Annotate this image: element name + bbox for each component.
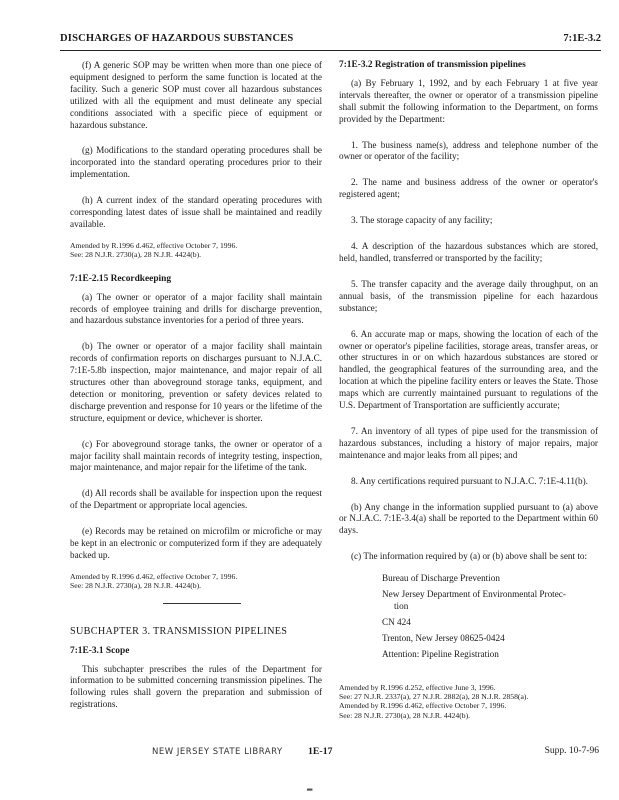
- paragraph-h: (h) A current index of the standard operating procedures with corresponding latest dates of issue shall be maintained and readily available.: [70, 195, 322, 229]
- recordkeeping-e: (e) Records may be retained on microfilm or microfiche or may be kept in an electronic or computerized form if they are adequately backed up.: [70, 526, 322, 560]
- page-number: 1E-17: [308, 746, 333, 757]
- address-line: tion: [394, 601, 409, 611]
- left-column: [70, 60, 322, 711]
- registration-item-1: 1. The business name(s), address and telephone number of the owner or operator of the facility;: [339, 139, 598, 162]
- amendment-line: Amended by R.1996 d.462, effective October 7, 1996.: [70, 240, 238, 250]
- section-heading-scope: 7:1E-3.1 Scope: [70, 645, 130, 656]
- amendment-line: Amended by R.1996 d.252, effective June 3, 1996.: [339, 682, 496, 692]
- running-head-title: DISCHARGES OF HAZARDOUS SUBSTANCES: [60, 33, 294, 44]
- amendment-line: See: 28 N.J.R. 2730(a), 28 N.J.R. 4424(b).: [339, 710, 471, 720]
- recordkeeping-b: (b) The owner or operator of a major facility shall maintain records of confirmation reports on discharges pursuant to N.J.A.C. 7:1E-5.8b inspection, major maintenance, and major repair of all structures other than aboveground storage tanks, equipment, and detection or monitoring, prevention or safety devices related to discharge prevention and response for 10 years or the lifetime of the structure, equipment or device, whichever is shorter.: [70, 341, 322, 423]
- amendment-line: Amended by R.1996 d.462, effective October 7, 1996.: [339, 701, 507, 711]
- library-stamp: NEW JERSEY STATE LIBRARY: [152, 747, 283, 757]
- registration-item-2: 2. The name and business address of the owner or operator's registered agent;: [339, 177, 598, 200]
- registration-item-6: 6. An accurate map or maps, showing the location of each of the owner or operator's pipeline facilities, storage areas, transfer areas, or other structures in or on which hazardous substances are stored or handled, the geographical features of the surrounding area, and the location at which the pipeline facility enters or leaves the State. Those maps which are currently maintained pursuant to regulations of the U.S. Department of Transportation are sufficiently accurate;: [339, 328, 598, 411]
- amendment-note: [339, 683, 598, 721]
- mailing-address: [382, 573, 598, 660]
- page-footer: [0, 743, 619, 763]
- address-line: New Jersey Department of Environmental Protec-: [382, 589, 566, 600]
- recordkeeping-d: (d) All records shall be available for inspection upon the request of the Department or appropriate local agencies.: [70, 488, 322, 511]
- running-head: [60, 33, 601, 47]
- right-column: [339, 60, 598, 720]
- registration-a: (a) By February 1, 1992, and by each February 1 at five year intervals thereafter, the owner or operator of a transmission pipeline shall submit the following information to the Department, on forms provided by the Department:: [339, 77, 598, 124]
- scope-paragraph: This subchapter prescribes the rules of the Department for information to be submitted concerning transmission pipelines. The following rules shall govern the preparation and submission of registrations.: [70, 663, 322, 710]
- registration-item-8: 8. Any certifications required pursuant to N.J.A.C. 7:1E-4.11(b).: [351, 475, 588, 486]
- running-head-section: 7:1E-3.2: [563, 33, 601, 44]
- registration-b: (b) Any change in the information supplied pursuant to (a) above or N.J.A.C. 7:1E-3.4(a) shall be reported to the Department within 60 days.: [339, 501, 598, 536]
- registration-item-3: 3. The storage capacity of any facility;: [351, 215, 493, 226]
- section-heading-registration: 7:1E-3.2 Registration of transmission pipelines: [339, 60, 526, 70]
- scan-mark: ▂: [307, 783, 313, 791]
- registration-c: (c) The information required by (a) or (b) above shall be sent to:: [351, 551, 588, 562]
- address-line: CN 424: [382, 616, 411, 627]
- paragraph-g: (g) Modifications to the standard operating procedures shall be incorporated into the standard operating procedures prior to their implementation.: [70, 145, 322, 180]
- registration-item-5: 5. The transfer capacity and the average daily throughput, on an annual basis, of the transmission pipeline for each hazardous substance;: [339, 278, 598, 313]
- address-line: Trenton, New Jersey 08625-0424: [382, 632, 505, 643]
- header-rule: [60, 50, 601, 51]
- recordkeeping-a: (a) The owner or operator of a major facility shall maintain records of employee training and drills for discharge prevention, and hazardous substance inventories for a period of three years.: [70, 291, 322, 326]
- supplement-date: Supp. 10-7-96: [544, 746, 599, 756]
- amendment-line: See: 28 N.J.R. 2730(a), 28 N.J.R. 4424(b).: [70, 250, 202, 260]
- amendment-note: [70, 572, 322, 591]
- section-heading-recordkeeping: 7:1E-2.15 Recordkeeping: [70, 273, 172, 284]
- recordkeeping-c: (c) For aboveground storage tanks, the owner or operator of a major facility shall maintain records of integrity testing, inspection, major maintenance, and major repair for the lifetime of the tank.: [70, 438, 322, 473]
- amendment-line: See: 28 N.J.R. 2730(a), 28 N.J.R. 4424(b).: [70, 581, 202, 591]
- registration-item-4: 4. A description of the hazardous substances which are stored, held, handled, transferred or transported by the facility;: [339, 241, 598, 263]
- registration-item-7: 7. An inventory of all types of pipe used for the transmission of hazardous substances, including a history of major repairs, major maintenance and major leaks from all pipes; and: [339, 425, 598, 460]
- address-line: Bureau of Discharge Prevention: [382, 573, 500, 584]
- amendment-note: [70, 241, 322, 260]
- subchapter-title: SUBCHAPTER 3. TRANSMISSION PIPELINES: [70, 625, 288, 637]
- amendment-line: See: 27 N.J.R. 2337(a), 27 N.J.R. 2882(a), 28 N.J.R. 2858(a).: [339, 692, 529, 702]
- amendment-line: Amended by R.1996 d.462, effective October 7, 1996.: [70, 571, 238, 581]
- address-line: Attention: Pipeline Registration: [382, 648, 499, 659]
- subchapter-divider: [163, 603, 241, 604]
- paragraph-f: (f) A generic SOP may be written when more than one piece of equipment designed to perform the same function is located at the facility. Such a generic SOP must cover all hazardous substances utilized with all the equipment and must delineate any special conditions associated with a specific piece of equipment or hazardous substance.: [70, 60, 322, 130]
